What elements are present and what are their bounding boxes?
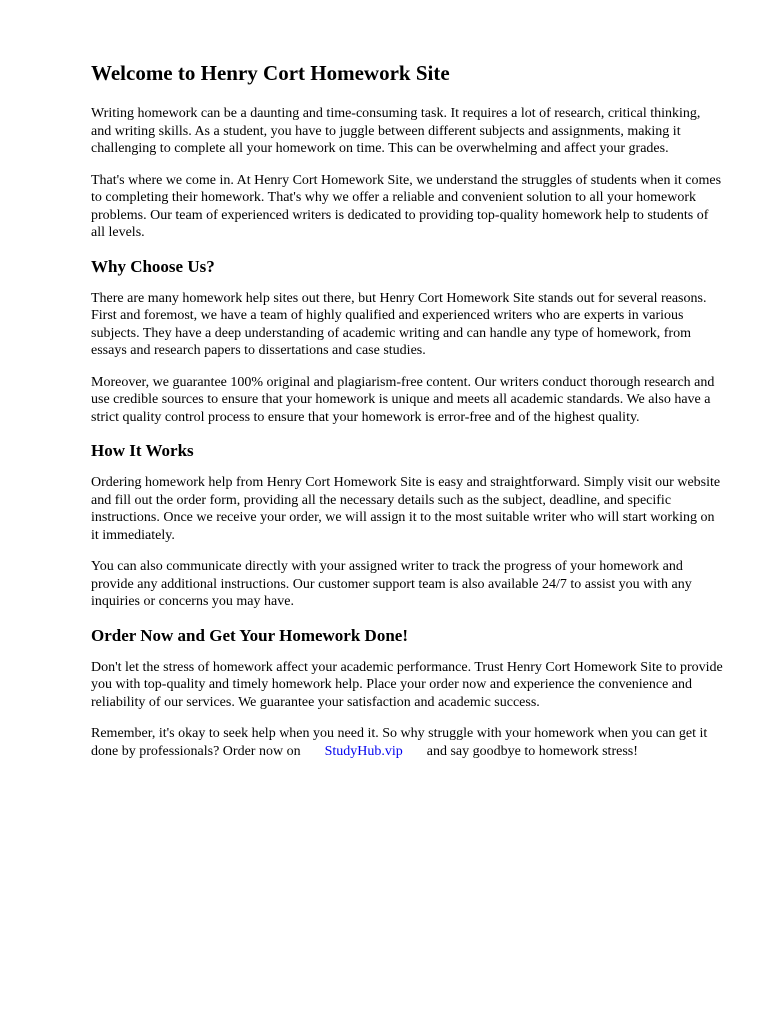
- intro-paragraph-1: Writing homework can be a daunting and time-consuming task. It requires a lot of research, critical thinking, and writing skills. As a student, you have to juggle between different subjects and assignments, making it challenging to complete all your homework on time. This can be overwhelming and affect your grades.: [91, 106, 701, 156]
- order-paragraph-2-after: and say goodbye to homework stress!: [426, 743, 638, 759]
- order-now-heading: Order Now and Get Your Homework Done!: [91, 625, 408, 645]
- why-choose-us-heading: Why Choose Us?: [91, 256, 215, 276]
- why-paragraph-2: Moreover, we guarantee 100% original and plagiarism-free content. Our writers conduct thorough research and use credible sources to ensure that your homework is unique and meets all academic standards. We also have a strict quality control process to ensure that your homework is error-free and of the highest quality.: [91, 374, 715, 425]
- order-paragraph-2-before: Remember, it's okay to seek help when you need it. So why struggle with your homework when you can get it done by professionals? Order now on: [91, 726, 708, 759]
- document-page: [91, 58, 723, 774]
- how-paragraph-1: Ordering homework help from Henry Cort Homework Site is easy and straightforward. Simply visit our website and fill out the order form, providing all the necessary details such as the subject, deadline, and specific instructions. Once we receive your order, we will assign it to the most suitable writer who will start working on it immediately.: [91, 475, 721, 543]
- why-paragraph-1: There are many homework help sites out there, but Henry Cort Homework Site stands out for several reasons. First and foremost, we have a team of highly qualified and experienced writers who are experts in various subjects. They have a deep understanding of academic writing and can handle any type of homework, from essays and research papers to dissertations and case studies.: [91, 290, 707, 358]
- intro-paragraph-2: That's where we come in. At Henry Cort Homework Site, we understand the struggles of students when it comes to completing their homework. That's why we offer a reliable and convenient solution to all your homework problems. Our team of experienced writers is dedicated to providing top-quality homework help to students of all levels.: [91, 172, 722, 240]
- order-paragraph-2: [91, 725, 723, 760]
- studyhub-link[interactable]: StudyHub.vip: [324, 743, 403, 759]
- order-paragraph-1: Don't let the stress of homework affect your academic performance. Trust Henry Cort Homework Site to provide you with top-quality and timely homework help. Place your order now and experience the convenience and reliability of our services. We guarantee your satisfaction and academic success.: [91, 659, 723, 710]
- page-title: Welcome to Henry Cort Homework Site: [91, 61, 450, 85]
- how-it-works-heading: How It Works: [91, 441, 194, 460]
- how-paragraph-2: You can also communicate directly with your assigned writer to track the progress of your homework and provide any additional instructions. Our customer support team is also available 24/7 to assist you with any inquiries or concerns you may have.: [91, 559, 692, 609]
